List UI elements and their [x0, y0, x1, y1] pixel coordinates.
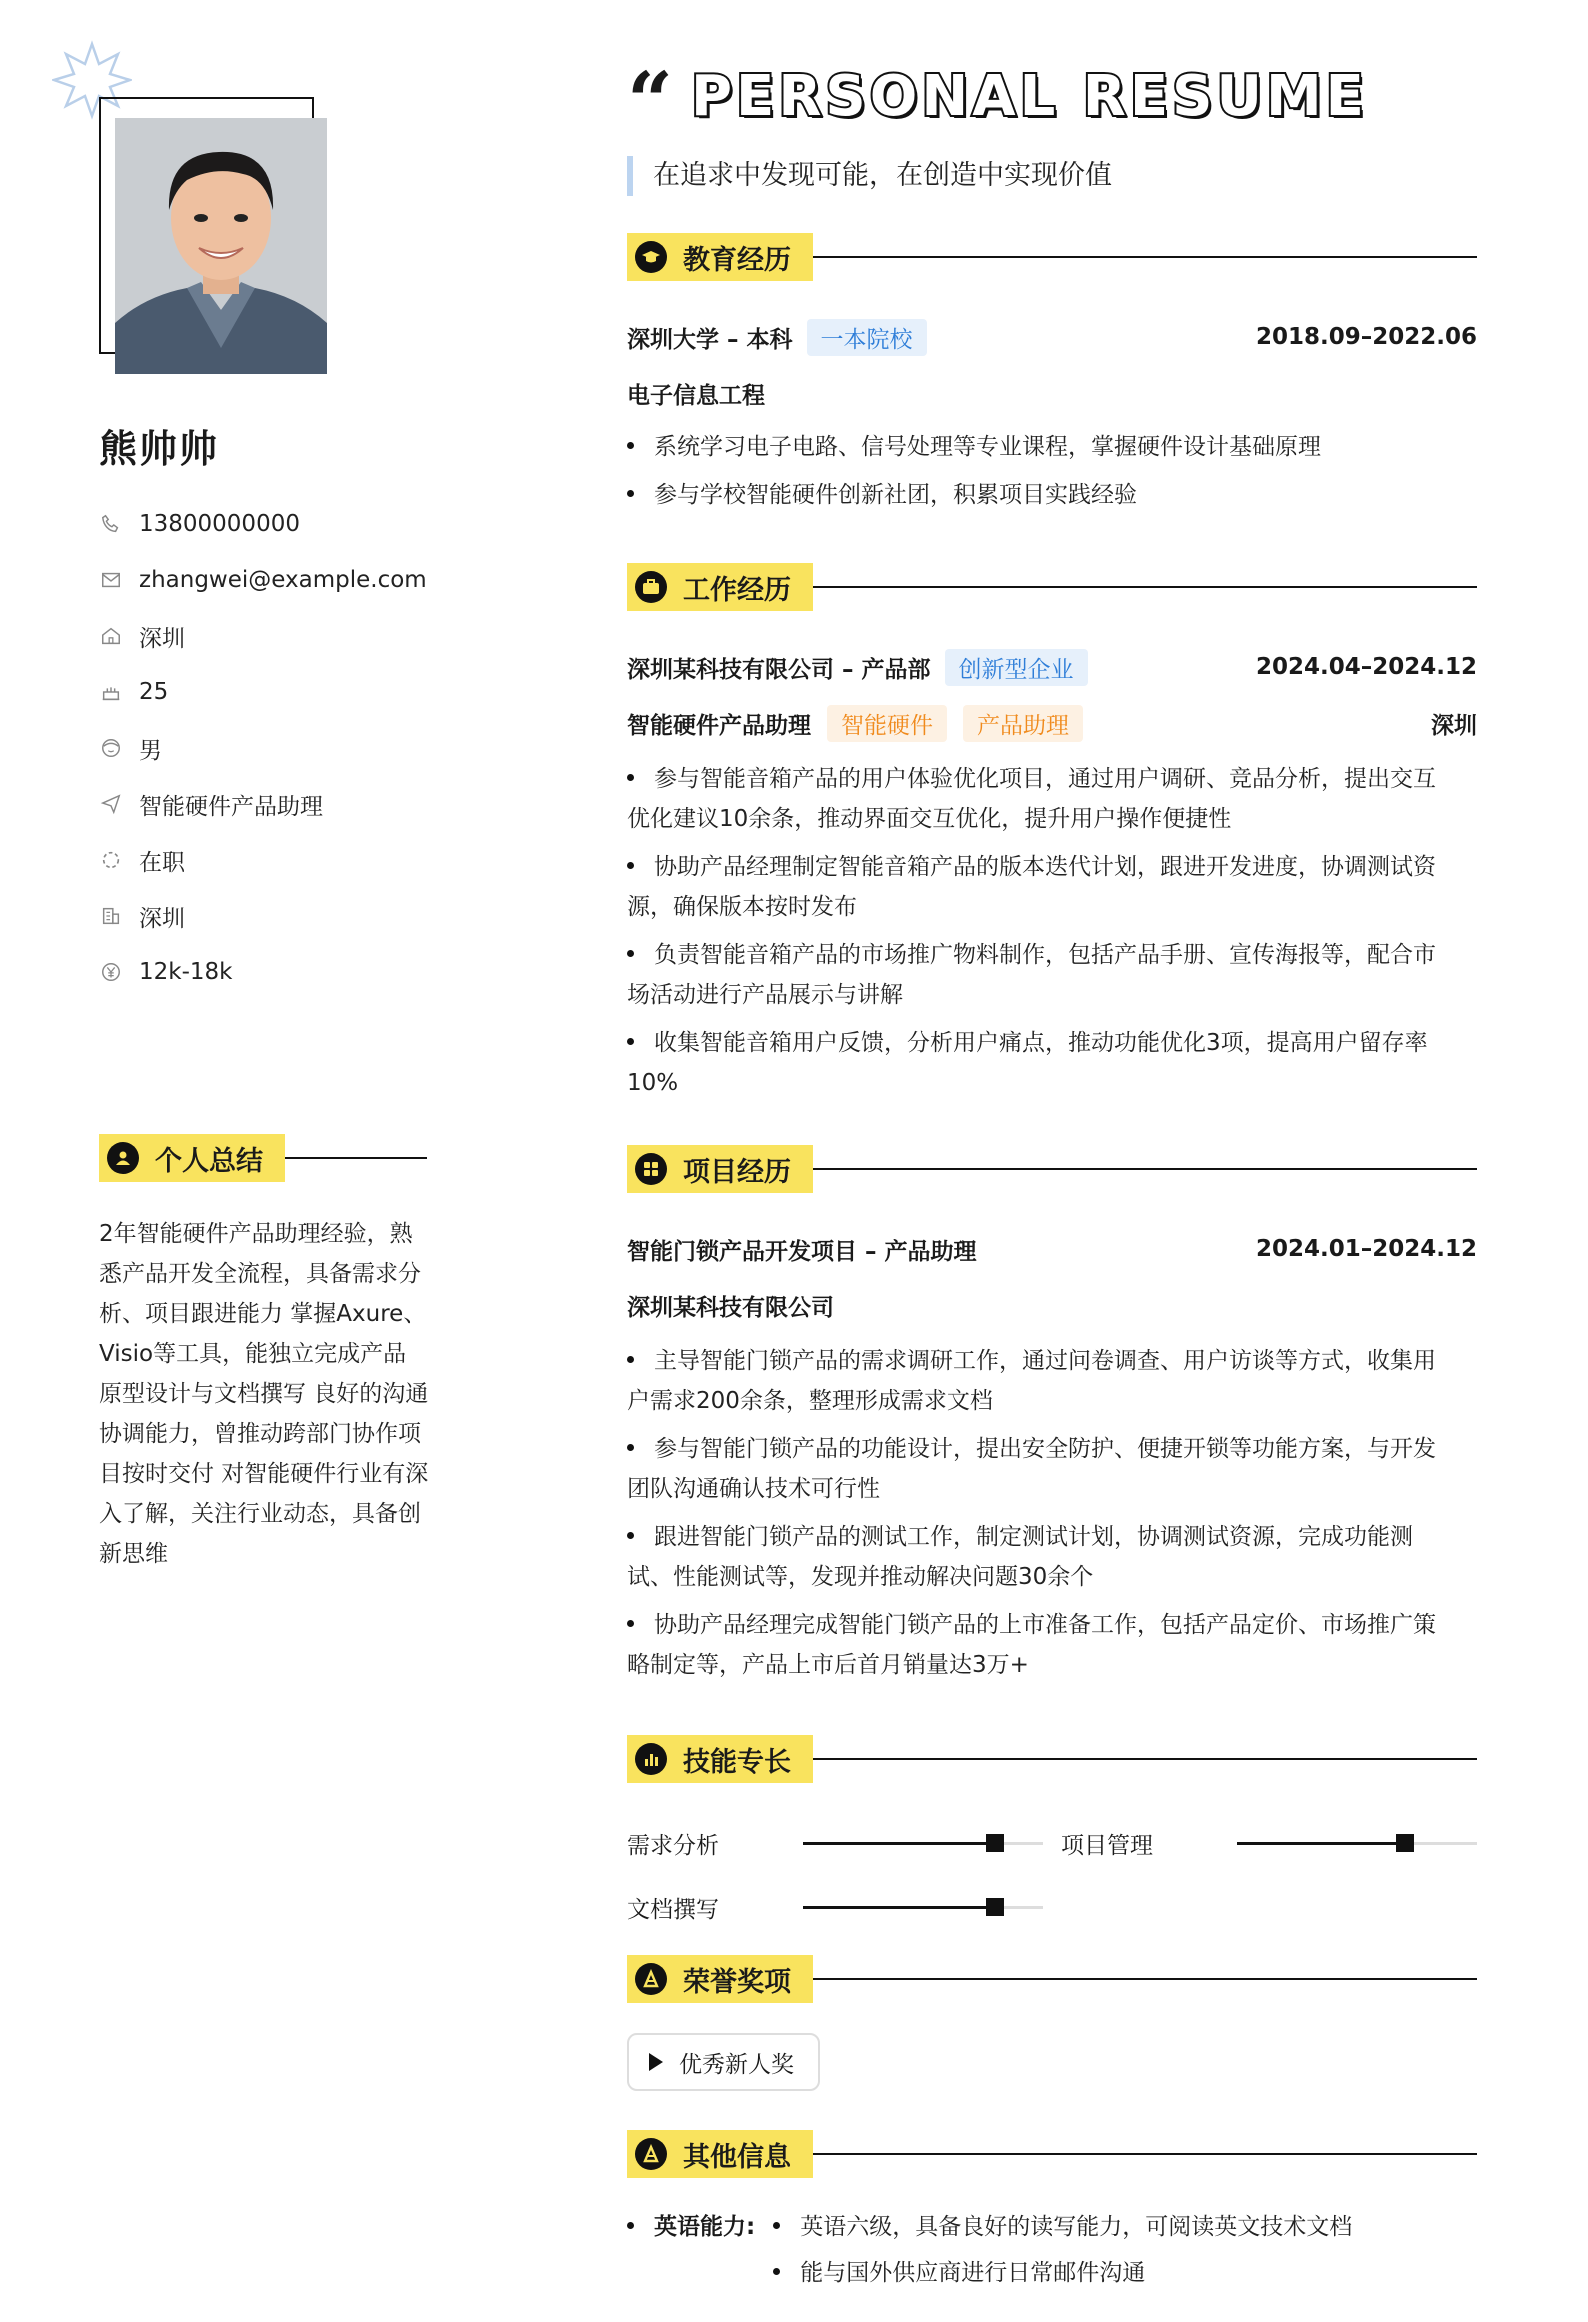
skills-heading: 技能专长 — [683, 1746, 791, 1778]
skills-section-header — [627, 1735, 1477, 1783]
page-title: PERSONAL RESUME — [691, 63, 1368, 129]
face-icon — [99, 736, 123, 760]
list-item: 跟进智能门锁产品的测试工作，制定测试计划，协调测试资源，完成功能测 试、性能测试等，发现并推动解决问题30余个 — [627, 1524, 1413, 1590]
role-tag: 智能硬件 — [827, 705, 947, 742]
project-heading: 项目经历 — [683, 1156, 791, 1188]
work-section — [627, 563, 1477, 1103]
phone-value: 13800000000 — [139, 511, 300, 537]
resume-title — [627, 54, 1368, 148]
major: 电子信息工程 — [627, 382, 765, 409]
skill-level-bar — [1237, 1842, 1477, 1845]
work-section-header — [627, 563, 1477, 611]
divider — [813, 1168, 1477, 1170]
age-value: 25 — [139, 679, 169, 705]
list-item: 协助产品经理完成智能门锁产品的上市准备工作，包括产品定价、市场推广策 略制定等，产品上市后首月销量达3万+ — [627, 1612, 1436, 1678]
other-section — [627, 2130, 1477, 2296]
list-item: 参与学校智能硬件创新社团，积累项目实践经验 — [627, 471, 1477, 519]
skill-level-bar — [803, 1842, 1043, 1845]
education-date: 2018.09–2022.06 — [1255, 324, 1477, 350]
skill-item — [1061, 1823, 1477, 1863]
list-item: 协助产品经理制定智能音箱产品的版本迭代计划，跟进开发进度，协调测试资 源，确保版本按时发布 — [627, 854, 1436, 920]
job-title: 智能硬件产品助理 — [627, 712, 811, 739]
honors-section — [627, 1955, 1477, 2091]
education-section-header — [627, 233, 1477, 281]
divider — [813, 1758, 1477, 1760]
school-name: 深圳大学 – 本科 — [627, 326, 793, 353]
grid-icon — [635, 1153, 667, 1185]
cake-icon — [99, 680, 123, 704]
briefcase-icon — [635, 571, 667, 603]
list-item: 参与智能音箱产品的用户体验优化项目，通过用户调研、竞品分析，提出交互 优化建议10余条，推动界面交互优化，提升用户操作便捷性 — [627, 766, 1436, 832]
info-icon — [635, 2138, 667, 2170]
project-company: 深圳某科技有限公司 — [627, 1294, 834, 1321]
quote-mark: “ — [627, 54, 674, 148]
list-item: 负责智能音箱产品的市场推广物料制作，包括产品手册、宣传海报等，配合市 场活动进行产品展示与讲解 — [627, 942, 1436, 1008]
honors-section-header — [627, 1955, 1477, 2003]
list-item: 主导智能门锁产品的需求调研工作，通过问卷调查、用户访谈等方式，收集用 户需求200余条，整理形成需求文档 — [627, 1348, 1436, 1414]
education-section — [627, 233, 1477, 519]
honors-heading: 荣誉奖项 — [683, 1966, 791, 1998]
list-item: 收集智能音箱用户反馈，分析用户痛点，推动功能优化3项，提高用户留存率 10% — [627, 1030, 1428, 1096]
salary-value: 12k-18k — [139, 959, 233, 985]
project-section-header — [627, 1145, 1477, 1193]
phone-icon — [99, 512, 123, 536]
skill-name: 项目管理 — [1061, 1832, 1153, 1859]
status-icon — [99, 848, 123, 872]
list-item: 参与智能门锁产品的功能设计，提出安全防护、便捷开锁等功能方案，与开发 团队沟通确认技术可行性 — [627, 1436, 1436, 1502]
summary-text: 2年智能硬件产品助理经验，熟悉产品开发全流程，具备需求分析、项目跟进能力 掌握Axure、Visio等工具，能独立完成产品原型设计与文档撰写 良好的沟通协调能力，曾推动跨部门协作项目按时交付 对智能硬件行业有深入了解，关注行业动态，具备创新思维 — [99, 1221, 429, 1567]
building-icon — [99, 904, 123, 928]
play-icon — [649, 2053, 663, 2071]
info-phone — [99, 496, 539, 552]
city-value: 深圳 — [139, 625, 185, 652]
info-email — [99, 552, 539, 608]
tagline: 在追求中发现可能，在创造中实现价值 — [627, 156, 1112, 196]
divider — [813, 1978, 1477, 1980]
project-date: 2024.01–2024.12 — [1255, 1236, 1477, 1262]
work-location: 深圳 — [1431, 712, 1477, 739]
gender-value: 男 — [139, 737, 162, 764]
divider — [813, 256, 1477, 258]
avatar — [115, 118, 327, 374]
project-name: 智能门锁产品开发项目 – 产品助理 — [627, 1238, 977, 1265]
award-chip — [627, 2033, 820, 2091]
education-heading: 教育经历 — [683, 244, 791, 276]
sidebar — [0, 0, 560, 2322]
other-bullets — [773, 2204, 1352, 2296]
work-heading: 工作经历 — [683, 574, 791, 606]
project-section — [627, 1145, 1477, 1685]
email-value: zhangwei@example.com — [139, 567, 427, 593]
company-tag: 创新型企业 — [945, 649, 1088, 686]
project-bullets — [627, 1341, 1477, 1685]
yuan-icon — [99, 960, 123, 984]
contact-info-list — [99, 496, 539, 1000]
mail-icon — [99, 568, 123, 592]
info-city — [99, 608, 539, 664]
list-item: 系统学习电子电路、信号处理等专业课程，掌握硬件设计基础原理 — [627, 423, 1477, 471]
skill-item — [627, 1823, 1061, 1863]
skill-name: 文档撰写 — [627, 1896, 719, 1923]
skill-level-bar — [803, 1906, 1043, 1909]
graduation-cap-icon — [635, 241, 667, 273]
other-heading: 其他信息 — [683, 2141, 791, 2173]
skills-section — [627, 1735, 1477, 1927]
other-section-header — [627, 2130, 1477, 2178]
education-bullets — [627, 423, 1477, 519]
info-salary — [99, 944, 539, 1000]
position-value: 智能硬件产品助理 — [139, 793, 323, 820]
info-status — [99, 832, 539, 888]
user-icon — [107, 1142, 139, 1174]
info-position — [99, 776, 539, 832]
divider — [285, 1157, 427, 1159]
english-label: 英语能力: — [654, 2214, 756, 2240]
work-date: 2024.04–2024.12 — [1255, 654, 1477, 680]
send-icon — [99, 792, 123, 816]
award-name: 优秀新人奖 — [679, 2051, 794, 2078]
bar-chart-icon — [635, 1743, 667, 1775]
candidate-name: 熊帅帅 — [99, 427, 220, 471]
info-gender — [99, 720, 539, 776]
role-tag: 产品助理 — [963, 705, 1083, 742]
info-age — [99, 664, 539, 720]
list-item: 能与国外供应商进行日常邮件沟通 — [773, 2250, 1352, 2296]
work-bullets — [627, 759, 1477, 1103]
info-work-city — [99, 888, 539, 944]
status-value: 在职 — [139, 849, 185, 876]
award-icon — [635, 1963, 667, 1995]
summary-section-header — [99, 1134, 427, 1182]
list-item: 英语六级，具备良好的读写能力，可阅读英文技术文档 — [773, 2204, 1352, 2250]
divider — [813, 586, 1477, 588]
work-city-value: 深圳 — [139, 905, 185, 932]
skill-item — [627, 1887, 1043, 1927]
divider — [813, 2153, 1477, 2155]
skill-name: 需求分析 — [627, 1832, 719, 1859]
summary-heading: 个人总结 — [155, 1145, 263, 1177]
home-icon — [99, 624, 123, 648]
company-name: 深圳某科技有限公司 – 产品部 — [627, 656, 931, 683]
school-tag: 一本院校 — [807, 319, 927, 356]
